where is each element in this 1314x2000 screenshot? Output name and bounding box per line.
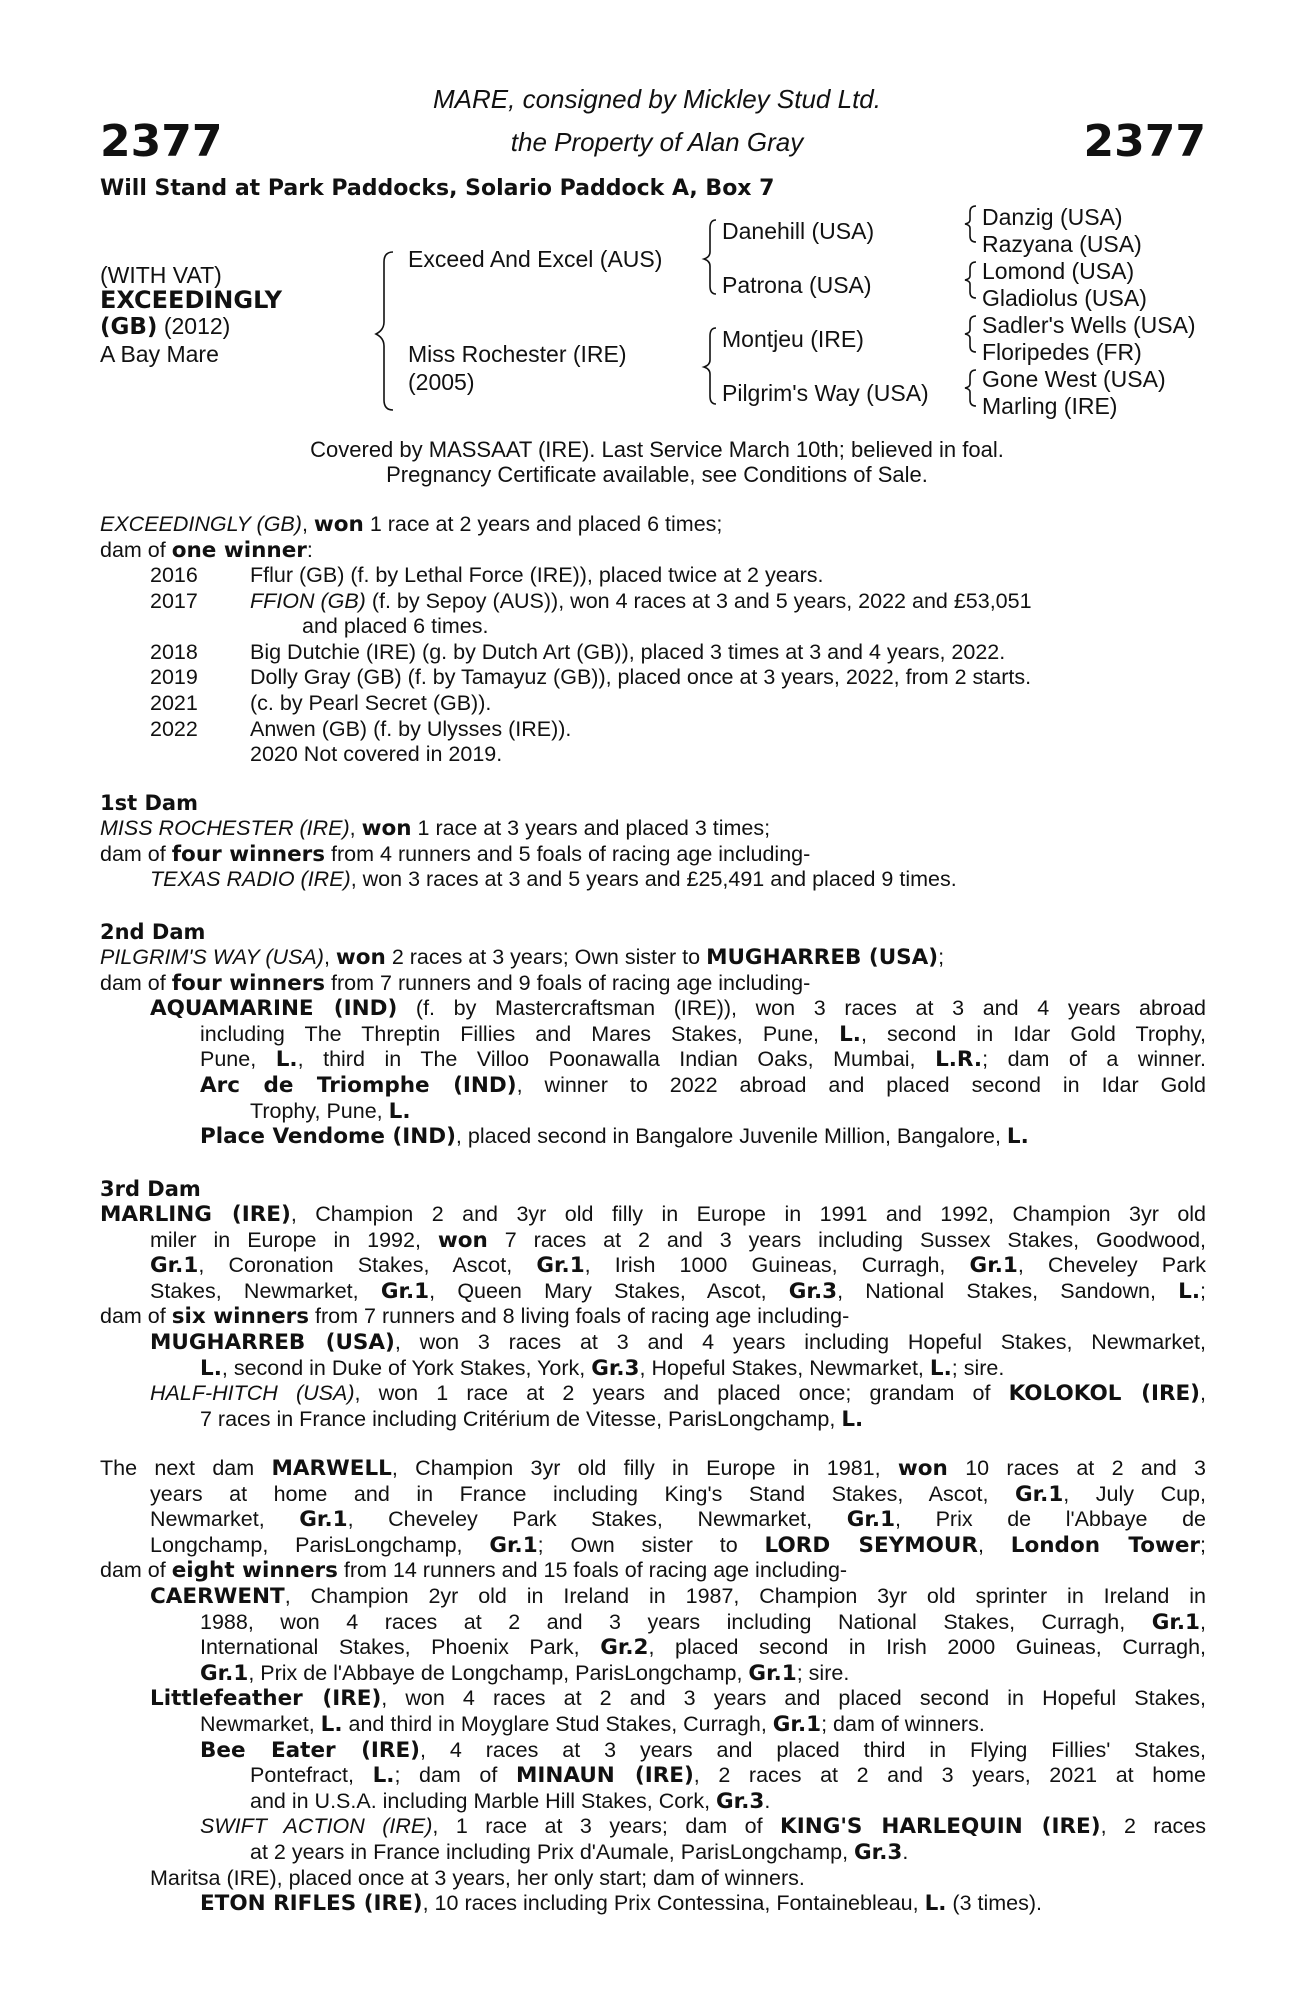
stand-location: Will Stand at Park Paddocks, Solario Paddock A, Box 7: [100, 176, 775, 201]
third-dam-title: 3rd Dam: [100, 1177, 201, 1201]
pregnancy-note: Pregnancy Certificate available, see Conditions of Sale.: [386, 462, 928, 487]
pedigree-gen3-6: Floripedes (FR): [982, 339, 1142, 365]
produce-row-cont: and placed 6 times.: [302, 614, 489, 639]
next-dam-record: The next dam MARWELL, Champion 3yr old filly in Europe in 1981, won 10 races at 2 and 3 years at home and in France including King's Stand Stakes, Ascot, Gr.1, July Cup, Newmarket, Gr.1, Cheveley Park Stakes, Newmarket, Gr.1, Prix de l'Abbaye de Longchamp, ParisLongchamp, Gr.1; Own sister to LORD SEYMOUR, London Tower; dam of eight winners from 14 runners and 15 foals of racing age including- CAERWENT, Champion 2yr old in Ireland in 1987, Champion 3yr old sprinter in Ireland in 1988, won 4 races at 2 and 3 years including National Stakes, Curragh, Gr.1, International Stakes, Phoenix Park, Gr.2, placed second in Irish 2000 Guineas, Curragh, Gr.1, Prix de l'Abbaye de Longchamp, ParisLongchamp, Gr.1; sire. Littlefeather (IRE), won 4 races at 2 and 3 years and placed second in Hopeful Stakes, Newmarket, L. and third in Moyglare Stud Stakes, Curragh, Gr.1; dam of winners. Bee Eater (IRE), 4 races at 3 years and placed third in Flying Fillies' Stakes, Pontefract, L.; dam of MINAUN (IRE), 2 races at 2 and 3 years, 2021 at home and in U.S.A. including Marble Hill Stakes, Cork, Gr.3. SWIFT ACTION (IRE), 1 race at 3 years; dam of KING'S HARLEQUIN (IRE), 2 races at 2 years in France including Prix d'Aumale, ParisLongchamp, Gr.3. Maritsa (IRE), placed once at 3 years, her only start; dam of winners. ETON RIFLES (IRE), 10 races including Prix Contessina, Fontainebleau, L. (3 times).: [100, 1456, 1207, 1917]
pedigree-dam-dam: Pilgrim's Way (USA): [722, 380, 929, 406]
horse-description: A Bay Mare: [100, 341, 219, 367]
record-dam-of: dam of one winner:: [100, 538, 313, 563]
record-rest: 1 race at 2 years and placed 6 times;: [363, 512, 723, 536]
produce-list: [150, 563, 1032, 768]
produce-row: 2021 (c. by Pearl Secret (GB)).: [150, 690, 492, 715]
pedigree-gen3-1: Danzig (USA): [982, 204, 1123, 230]
first-dam-title: 1st Dam: [100, 791, 198, 815]
pedigree-gen3-4: Gladiolus (USA): [982, 285, 1147, 311]
pedigree-dam-sire: Montjeu (IRE): [722, 326, 864, 352]
pedigree-sire-dam: Patrona (USA): [722, 272, 872, 298]
horse-name: EXCEEDINGLY: [100, 286, 283, 314]
pedigree-gen3-2: Razyana (USA): [982, 231, 1142, 257]
record-won: won: [313, 512, 364, 537]
pedigree-gen3-7: Gone West (USA): [982, 366, 1166, 392]
horse-country: (GB): [100, 314, 158, 340]
produce-row: 2018 Big Dutchie (IRE) (g. by Dutch Art (GB)), placed 3 times at 3 and 4 years, 2022.: [150, 639, 1006, 664]
first-dam-record: MISS ROCHESTER (IRE), won 1 race at 3 years and placed 3 times; dam of four winners from 4 runners and 5 foals of racing age including- TEXAS RADIO (IRE), won 3 races at 3 and 5 years and £25,491 and placed 9 times.: [100, 816, 957, 892]
produce-row: 2016 Fflur (GB) (f. by Lethal Force (IRE)), placed twice at 2 years.: [150, 563, 824, 587]
pedigree-sire-sire: Danehill (USA): [722, 218, 875, 244]
pedigree-gen3-5: Sadler's Wells (USA): [982, 312, 1196, 338]
pedigree-dam: Miss Rochester (IRE): [408, 341, 627, 367]
pedigree-dam-year: (2005): [408, 369, 475, 395]
produce-row: 2020 Not covered in 2019.: [250, 742, 503, 767]
record-winners: one winner: [171, 538, 307, 563]
record-horse-name: EXCEEDINGLY (GB): [100, 512, 302, 536]
pedigree-gen3-3: Lomond (USA): [982, 258, 1135, 284]
property-line: the Property of Alan Gray: [510, 127, 804, 157]
lot-number-left: 2377: [100, 116, 223, 167]
pedigree-gen3-8: Marling (IRE): [982, 393, 1118, 419]
race-record: EXCEEDINGLY (GB), won 1 race at 2 years and placed 6 times;: [100, 512, 723, 537]
covered-note: Covered by MASSAAT (IRE). Last Service March 10th; believed in foal.: [310, 437, 1004, 462]
produce-row: 2017 FFION (GB) (f. by Sepoy (AUS)), won 4 races at 3 and 5 years, 2022 and £53,051: [150, 588, 1032, 613]
horse-year: (2012): [163, 313, 231, 339]
consignor-line: MARE, consigned by Mickley Stud Ltd.: [433, 84, 881, 114]
lot-number-right: 2377: [1083, 116, 1206, 167]
produce-row: 2019 Dolly Gray (GB) (f. by Tamayuz (GB)), placed once at 3 years, 2022, from 2 starts.: [150, 665, 1032, 690]
third-dam-record: MARLING (IRE), Champion 2 and 3yr old filly in Europe in 1991 and 1992, Champion 3yr old miler in Europe in 1992, won 7 races at 2 and 3 years including Sussex Stakes, Goodwood, Gr.1, Coronation Stakes, Ascot, Gr.1, Irish 1000 Guineas, Curragh, Gr.1, Cheveley Park Stakes, Newmarket, Gr.1, Queen Mary Stakes, Ascot, Gr.3, National Stakes, Sandown, L.; dam of six winners from 7 runners and 8 living foals of racing age including- MUGHARREB (USA), won 3 races at 3 and 4 years including Hopeful Stakes, Newmarket, L., second in Duke of York Stakes, York, Gr.3, Hopeful Stakes, Newmarket, L.; sire. HALF-HITCH (USA), won 1 race at 2 years and placed once; grandam of KOLOKOL (IRE), 7 races in France including Critérium de Vitesse, ParisLongchamp, L.: [100, 1202, 1207, 1432]
second-dam-title: 2nd Dam: [100, 920, 206, 944]
produce-row: 2022 Anwen (GB) (f. by Ulysses (IRE)).: [150, 716, 572, 741]
pedigree-sire: Exceed And Excel (AUS): [408, 246, 663, 272]
vat-note: (WITH VAT): [100, 262, 222, 288]
second-dam-record: PILGRIM'S WAY (USA), won 2 races at 3 years; Own sister to MUGHARREB (USA); dam of four winners from 7 runners and 9 foals of racing age including- AQUAMARINE (IND) (f. by Mastercraftsman (IRE)), won 3 races at 3 and 4 years abroad including The Threptin Fillies and Mares Stakes, Pune, L., second in Idar Gold Trophy, Pune, L., third in The Villoo Poonawalla Indian Oaks, Mumbai, L.R.; dam of a winner. Arc de Triomphe (IND), winner to 2022 abroad and placed second in Idar Gold Trophy, Pune, L. Place Vendome (IND), placed second in Bangalore Juvenile Million, Bangalore, L.: [100, 945, 1206, 1150]
